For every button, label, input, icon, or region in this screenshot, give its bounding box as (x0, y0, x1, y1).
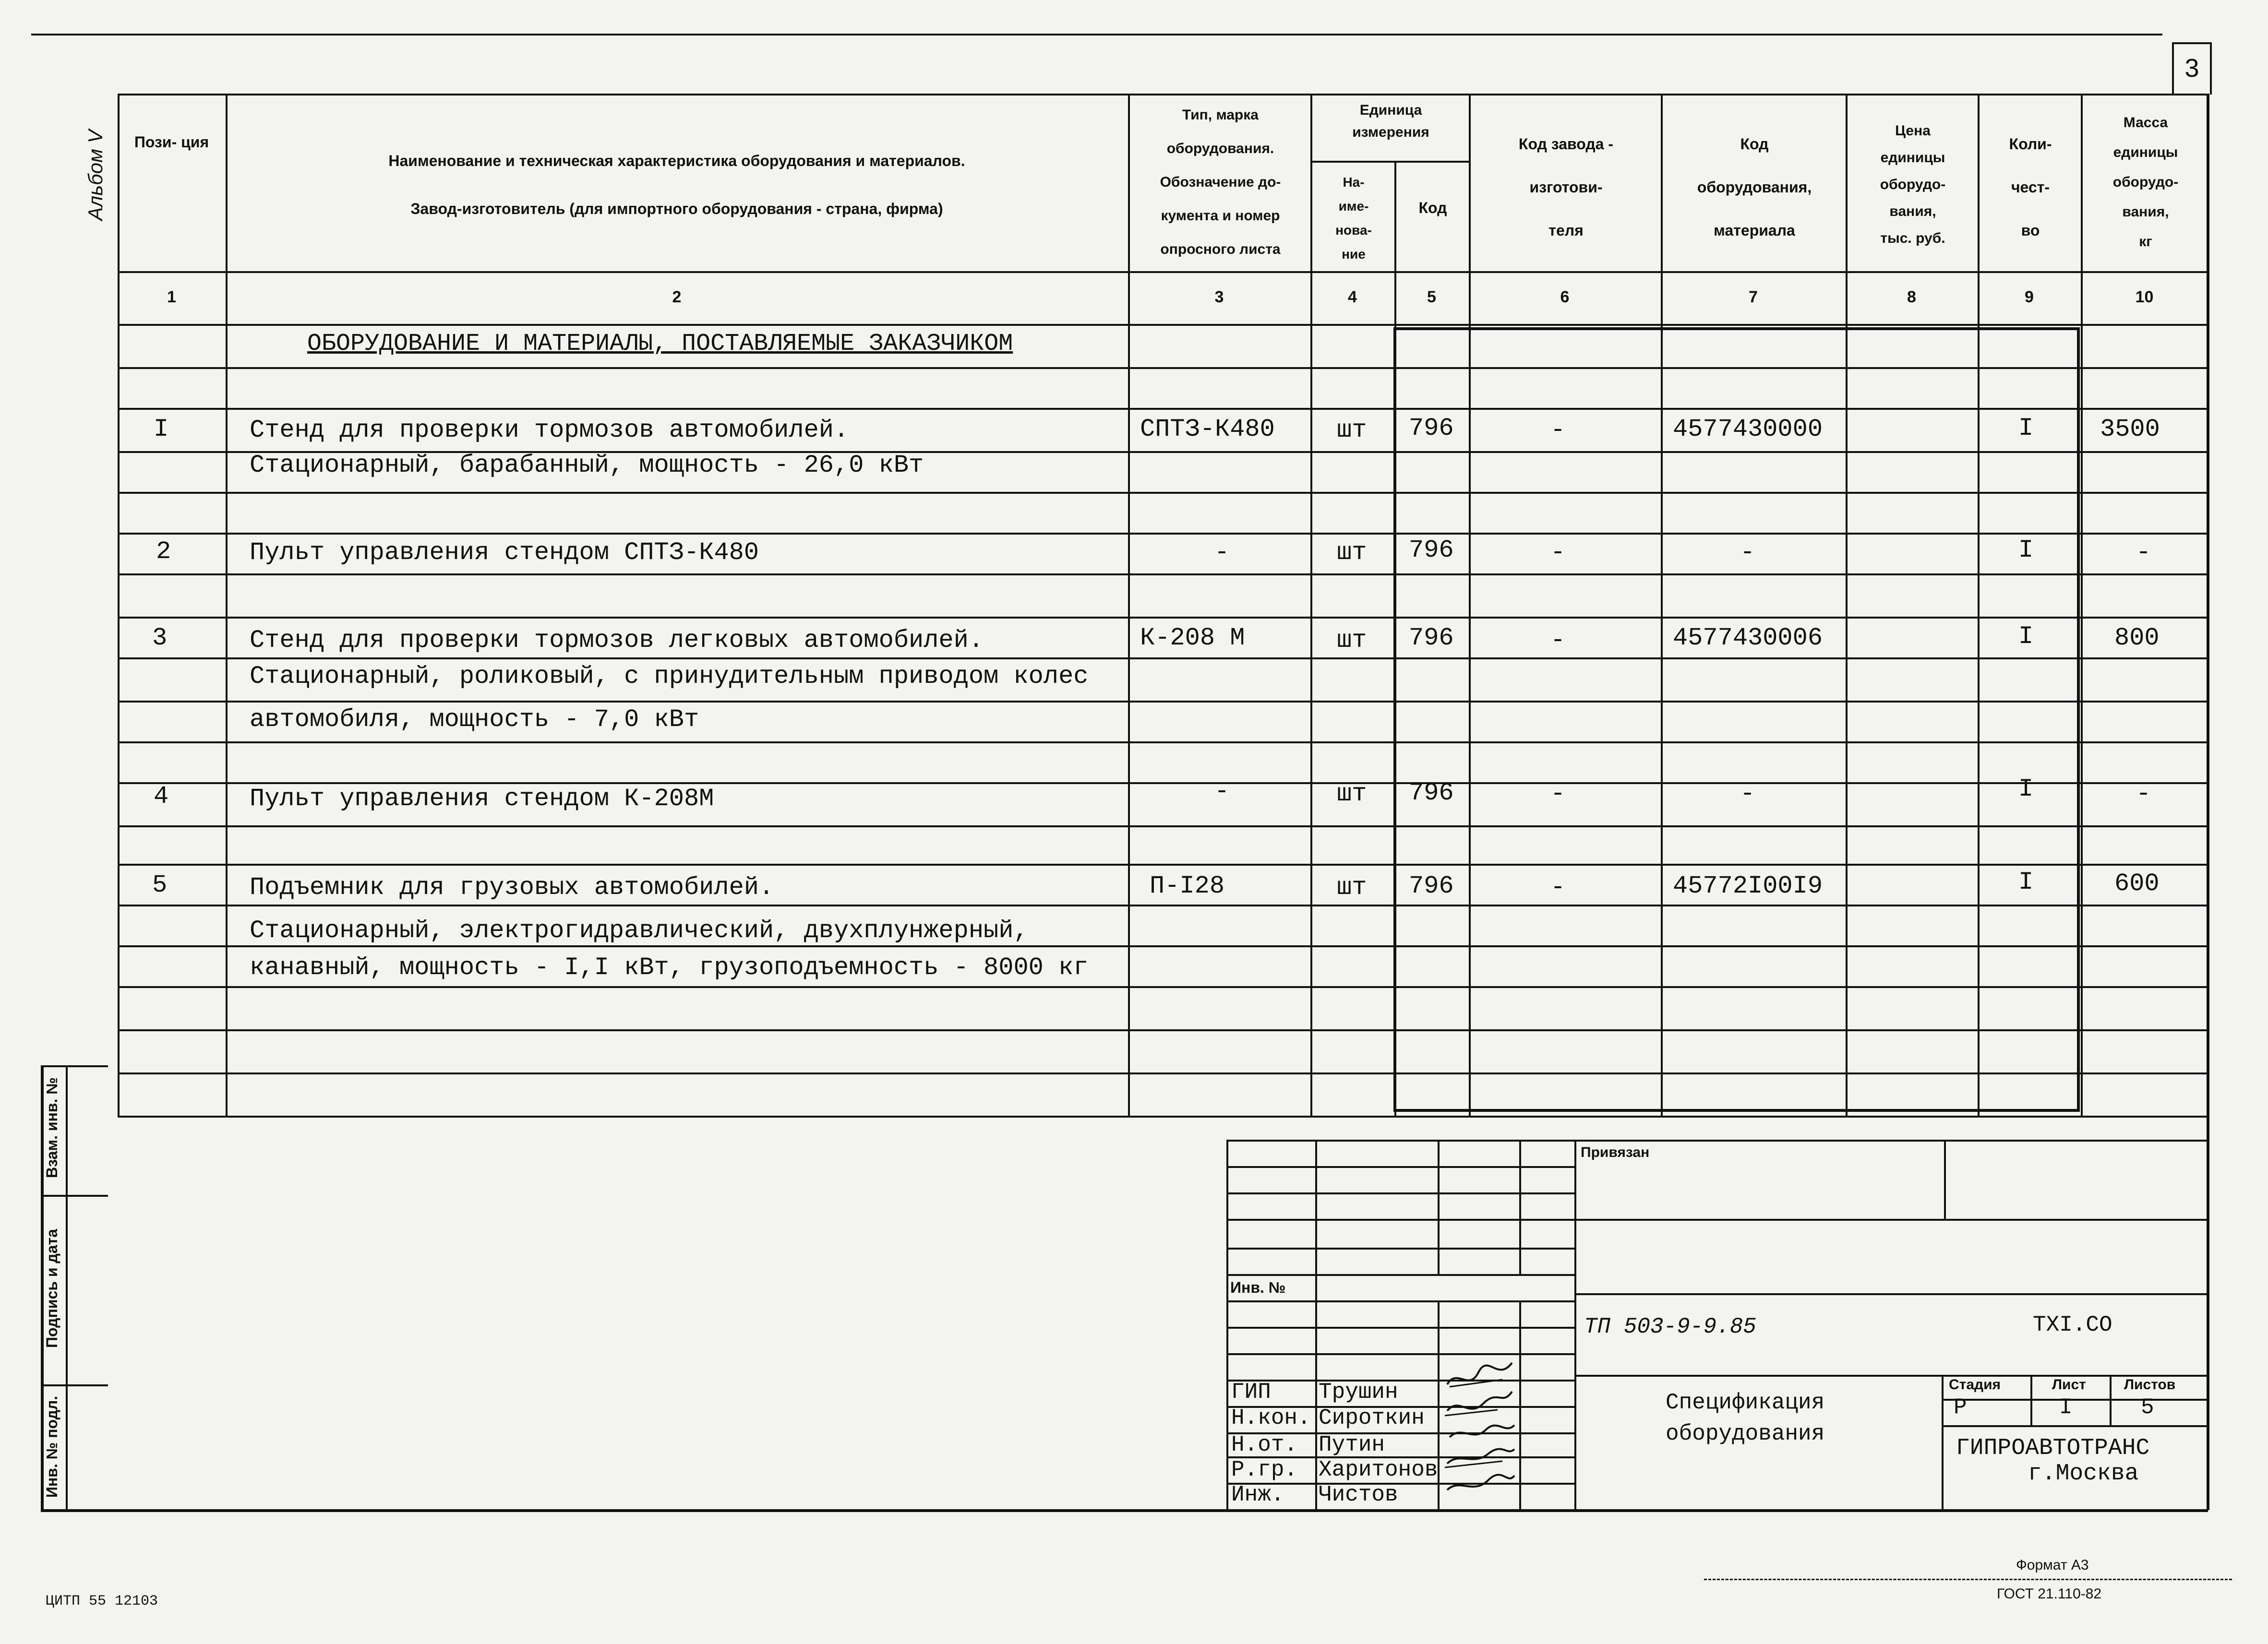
row-equip-code: 45772I00I9 (1673, 872, 1823, 900)
row-plant: - (1550, 873, 1566, 902)
row-name-extra: канавный, мощность - I,I кВт, грузоподъемность - 8000 кг (250, 953, 1089, 982)
signer-name: Сироткин (1319, 1406, 1425, 1430)
section-title: ОБОРУДОВАНИЕ И МАТЕРИАЛЫ, ПОСТАВЛЯЕМЫЕ ЗАКАЗЧИКОМ (307, 330, 1013, 357)
sheet-number-box (2172, 42, 2212, 95)
signer-name: Харитонов (1319, 1457, 1438, 1482)
header-price: Цена единицы оборудо- вания, тыс. руб. (1880, 123, 1946, 246)
row-mass: 600 (2114, 870, 2160, 898)
row-unit: шт (1337, 873, 1367, 902)
row-position: 5 (152, 871, 168, 899)
sheet-label: Лист (2052, 1377, 2086, 1393)
row-type: К-208 М (1140, 624, 1245, 652)
row-name: Пульт управления стендом СПТЗ-К480 (250, 538, 759, 567)
signer-name: Путин (1319, 1432, 1385, 1457)
row-equip-code: 4577430006 (1673, 624, 1823, 652)
signer-role: Н.от. (1231, 1432, 1298, 1457)
header-name: Наименование и техническая характеристика оборудования и материалов. Завод-изготовитель (для импортного оборудования - страна, фирма) (388, 152, 965, 217)
row-equip-code: - (1740, 780, 1755, 808)
row-plant: - (1550, 626, 1566, 655)
row-position: I (154, 415, 169, 443)
org-city: г.Москва (2028, 1461, 2139, 1487)
row-name: Пульт управления стендом К-208М (250, 785, 714, 813)
header-unit-name: На- име- нова- ние (1335, 175, 1372, 262)
row-unit: шт (1337, 780, 1367, 808)
header-type: Тип, марка оборудования. Обозначение до- кумента и номер опросного листа (1160, 107, 1281, 257)
row-plant: - (1550, 416, 1566, 444)
privyazan-label: Привязан (1581, 1144, 1650, 1160)
row-code: 796 (1409, 779, 1454, 807)
row-name: Подъемник для грузовых автомобилей. (250, 873, 774, 902)
signer-role: Р.гр. (1231, 1457, 1298, 1482)
inv-no-label: Инв. № (1230, 1279, 1286, 1296)
row-qty: I (2018, 414, 2034, 442)
row-name-extra: Стационарный, электрогидравлический, двухплунжерный, (250, 917, 1029, 945)
row-plant: - (1550, 780, 1566, 808)
doc-code: ТП 503-9-9.85 (1584, 1314, 1756, 1339)
row-unit: шт (1337, 626, 1367, 655)
row-name: Стенд для проверки тормозов автомобилей. (250, 416, 849, 444)
signer-role: Инж. (1231, 1482, 1284, 1507)
row-code: 796 (1409, 872, 1454, 900)
row-name-extra: Стационарный, роликовый, с принудительным приводом колес (250, 662, 1089, 691)
col-number: 2 (672, 288, 682, 306)
row-code: 796 (1409, 536, 1454, 564)
header-plant-code: Код завода - изготови- теля (1518, 135, 1614, 239)
col-number: 5 (1427, 288, 1436, 306)
spec-title-line2: оборудования (1666, 1421, 1825, 1446)
header-unit-code: Код (1418, 199, 1447, 216)
podpis-date-label: Подпись и дата (43, 1229, 60, 1348)
row-mass: 3500 (2100, 415, 2160, 443)
signer-name: Трушин (1319, 1380, 1398, 1405)
col-number: 4 (1348, 288, 1357, 306)
col-number: 7 (1749, 288, 1758, 306)
frame-bottom (41, 1509, 2208, 1512)
col-number: 9 (2025, 288, 2034, 306)
header-qty: Коли- чест- во (2009, 135, 2052, 239)
org-name: ГИПРОАВТОТРАНС (1956, 1435, 2150, 1461)
header-unit-group: Единица измерения (1352, 102, 1429, 140)
signer-name: Чистов (1319, 1482, 1398, 1507)
row-code: 796 (1409, 414, 1454, 442)
row-type: СПТЗ-К480 (1140, 415, 1275, 443)
spec-table (118, 94, 2208, 1116)
row-code: 796 (1409, 624, 1454, 652)
row-mass: - (2136, 780, 2151, 808)
header-equip-code: Код оборудования, материала (1697, 135, 1812, 239)
col-number: 10 (2135, 288, 2154, 306)
row-name-extra: автомобиля, мощность - 7,0 кВт (250, 705, 699, 734)
col-number: 6 (1560, 288, 1570, 306)
left-margin-stamp (41, 1065, 108, 1509)
row-equip-code: - (1740, 538, 1755, 567)
row-qty: I (2018, 775, 2034, 803)
row-unit: шт (1337, 538, 1367, 567)
row-mass: 800 (2114, 624, 2160, 652)
sheet-number: 3 (2184, 54, 2199, 83)
citp-label: ЦИТП 55 12103 (46, 1593, 158, 1609)
row-name: Стенд для проверки тормозов легковых автомобилей. (250, 626, 984, 655)
doc-mark: ТХI.СО (2033, 1312, 2112, 1337)
row-position: 4 (154, 782, 169, 810)
row-type: - (1214, 538, 1230, 567)
top-border (31, 34, 2162, 36)
gost-label: ГОСТ 21.110-82 (1997, 1586, 2102, 1602)
row-unit: шт (1337, 416, 1367, 444)
row-qty: I (2018, 868, 2034, 896)
footer-line (1704, 1579, 2232, 1580)
col-number: 1 (167, 288, 176, 306)
signature-scribbles (1440, 1358, 1519, 1512)
col-number: 3 (1214, 288, 1224, 306)
col-number: 8 (1907, 288, 1916, 306)
row-equip-code: 4577430000 (1673, 415, 1823, 443)
row-name-extra: Стационарный, барабанный, мощность - 26,0 кВт (250, 451, 924, 479)
row-qty: I (2018, 536, 2034, 564)
sheets-label: Листов (2124, 1377, 2176, 1393)
format-label: Формат А3 (2016, 1557, 2089, 1573)
row-position: 2 (156, 537, 171, 566)
row-type: П-I28 (1150, 872, 1225, 900)
header-position: Пози- ция (134, 133, 209, 151)
album-label: Альбом V (84, 130, 107, 221)
header-mass: Масса единицы оборудо- вания, кг (2112, 115, 2179, 250)
stage-label: Стадия (1949, 1377, 2001, 1393)
row-mass: - (2136, 538, 2151, 567)
sheets-value: 5 (2141, 1395, 2154, 1420)
row-qty: I (2018, 622, 2034, 651)
signer-role: Н.кон. (1231, 1406, 1311, 1430)
row-type: - (1214, 777, 1230, 806)
signer-role: ГИП (1231, 1380, 1271, 1405)
title-block (1226, 1140, 2208, 1509)
row-position: 3 (152, 624, 168, 652)
stage-value: Р (1954, 1395, 1967, 1420)
spec-title-line1: Спецификация (1666, 1390, 1825, 1415)
inv-podl-label: Инв. № подл. (43, 1395, 60, 1498)
vzam-inv-label: Взам. инв. № (43, 1077, 60, 1178)
sheet-value: I (2059, 1395, 2073, 1420)
row-plant: - (1550, 538, 1566, 567)
